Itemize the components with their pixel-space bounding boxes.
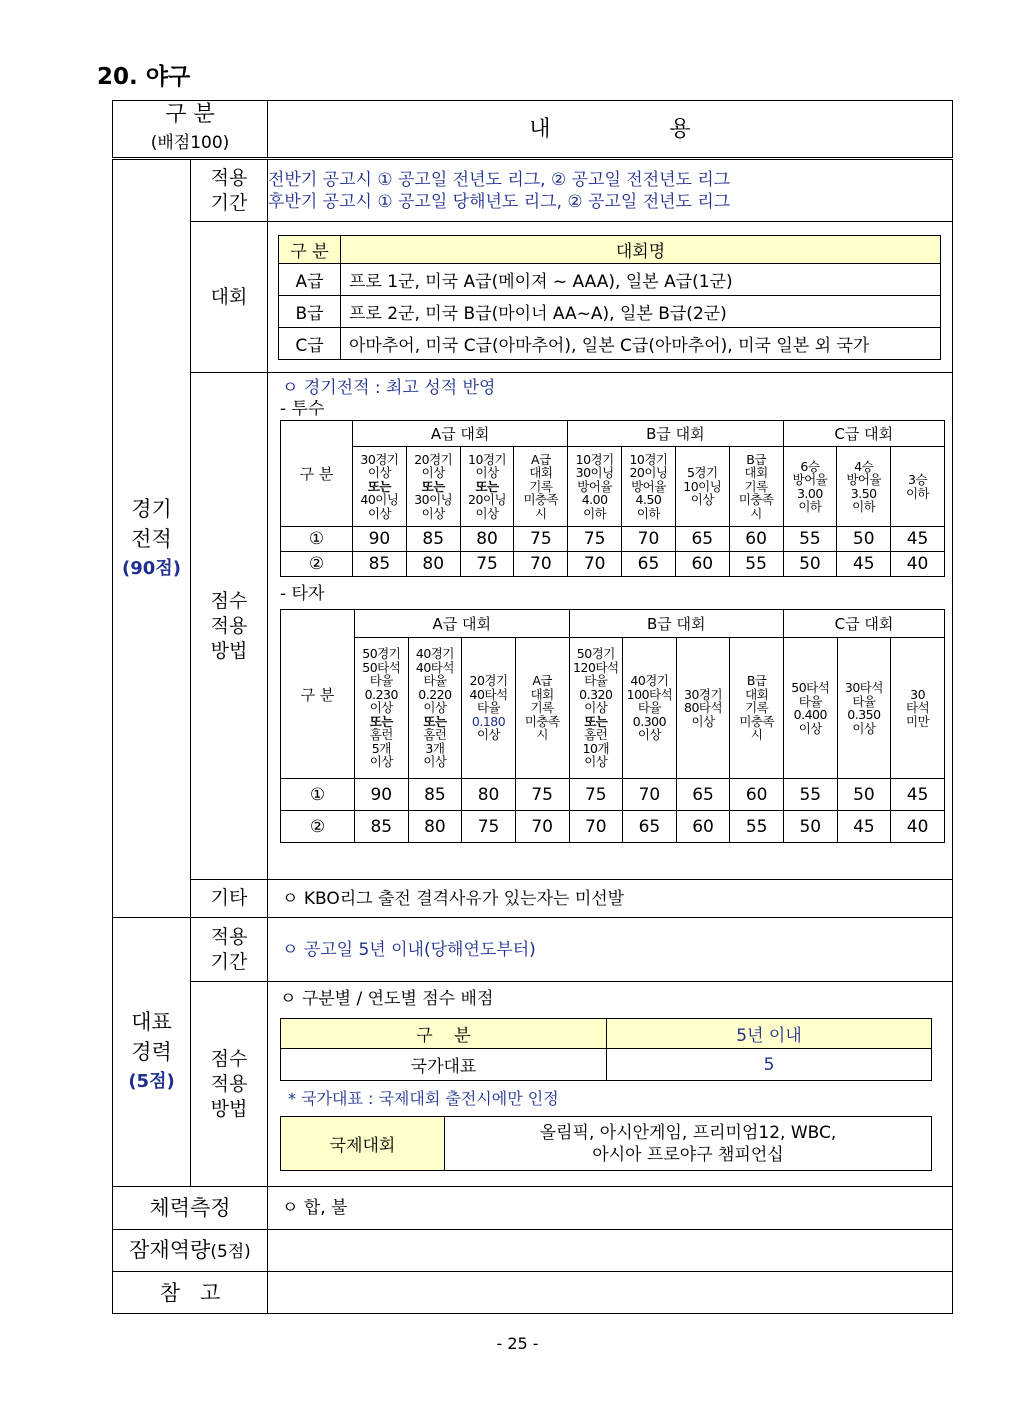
criteria-cell: B급 대회 기록 미충족 시 <box>729 447 783 527</box>
international-table: 국제대회 올림픽, 아시안게임, 프리미엄12, WBC, 아시아 프로야구 챔피언십 <box>280 1116 932 1171</box>
competition-label: 대회 <box>191 222 268 373</box>
criteria-cell: A급 대회 기록 미충족 시 <box>514 447 568 527</box>
etc-text: ㅇ KBO리그 출전 결격사유가 있는자는 미선발 <box>268 880 953 918</box>
career-section-label: 대표 경력 (5점) <box>113 918 191 1187</box>
score-cell: 80 <box>408 811 462 843</box>
row-mark: ① <box>281 779 355 811</box>
criteria-cell: 30경기 80타석 이상 <box>676 638 730 779</box>
criteria-cell: 50경기 120타석 타율 0.320 이상 또는 홈런 10개 이상 <box>569 638 623 779</box>
score-cell: 45 <box>891 779 945 811</box>
score-cell: 75 <box>569 779 623 811</box>
pitcher-score-row <box>281 527 945 552</box>
score-cell: 90 <box>353 527 407 552</box>
remarks-label: 참 고 <box>113 1272 268 1314</box>
criteria-cell: 50경기 50타석 타율 0.230 이상 또는 홈런 5개 이상 <box>355 638 409 779</box>
score-cell: 80 <box>462 779 516 811</box>
score-cell: 45 <box>837 552 891 577</box>
etc-label: 기타 <box>191 880 268 918</box>
criteria-cell: 6승 방어율 3.00 이하 <box>783 447 837 527</box>
header-content: 내 용 <box>268 101 953 159</box>
batter-score-row <box>281 779 945 811</box>
score-cell: 70 <box>623 779 677 811</box>
criteria-cell: 30경기 이상 또는 40이닝 이상 <box>353 447 407 527</box>
score-cell: 60 <box>675 552 729 577</box>
potential-content <box>268 1230 953 1272</box>
criteria-cell: 3승 이하 <box>891 447 945 527</box>
score-cell: 65 <box>622 552 676 577</box>
score-cell: 75 <box>515 779 569 811</box>
score-cell: 60 <box>676 811 730 843</box>
header-category: 구 분 (배점100) <box>113 101 268 159</box>
criteria-cell: 20경기 이상 또는 30이닝 이상 <box>406 447 460 527</box>
score-cell: 85 <box>406 527 460 552</box>
competition-cell <box>268 222 953 373</box>
score-cell: 55 <box>783 527 837 552</box>
score-cell: 70 <box>514 552 568 577</box>
score-cell: 50 <box>837 527 891 552</box>
score-cell: 85 <box>353 552 407 577</box>
score-cell: 85 <box>408 779 462 811</box>
record-period-label: 적용 기간 <box>191 159 268 222</box>
score-cell: 60 <box>730 779 784 811</box>
fitness-label: 체력측정 <box>113 1187 268 1230</box>
pitcher-score-row <box>281 552 945 577</box>
batter-table: 구 분 A급 대회 B급 대회 C급 대회 50경기 50타석 타율 0.230 이상 또는 홈런 5개 이상 40경기 40타석 타율 0.220 이상 또는 홈런 3개 이상 20경기 40타석 타율 0.180 이상 A급 대회 기록 미충족 시 50경기 120타석 타율 0.320 이상 또는 홈런 10개 이상 40경기 100타석 타율 0.300 이상 30경기 80타석 이상 B급 대회 기록 미충족 시 50타석 타율 0.400 이상 30타석 타율 0.350 이상 30 타석 미만 ① 90 85 80 75 75 70 65 60 55 50 45 ② 85 80 75 70 70 65 60 55 50 45 40 <box>280 609 945 843</box>
criteria-cell: 10경기 30이닝 방어율 4.00 이하 <box>568 447 622 527</box>
criteria-cell: 5경기 10이닝 이상 <box>675 447 729 527</box>
score-cell: 70 <box>622 527 676 552</box>
score-cell: 80 <box>460 527 514 552</box>
score-cell: 45 <box>891 527 945 552</box>
score-cell: 80 <box>406 552 460 577</box>
batter-score-row <box>281 811 945 843</box>
row-mark: ② <box>281 811 355 843</box>
remarks-content <box>268 1272 953 1314</box>
score-cell: 50 <box>837 779 891 811</box>
career-score-table: 구 분 5년 이내 국가대표 5 <box>280 1018 932 1081</box>
criteria-cell: 10경기 20이닝 방어율 4.50 이하 <box>622 447 676 527</box>
score-cell: 40 <box>891 552 945 577</box>
criteria-cell: A급 대회 기록 미충족 시 <box>515 638 569 779</box>
score-cell: 50 <box>783 552 837 577</box>
score-cell: 75 <box>460 552 514 577</box>
criteria-cell: 40경기 40타석 타율 0.220 이상 또는 홈런 3개 이상 <box>408 638 462 779</box>
score-cell: 45 <box>837 811 891 843</box>
pitcher-criteria-row <box>281 447 945 527</box>
score-cell: 70 <box>568 552 622 577</box>
baseball-criteria-table <box>112 100 953 1314</box>
score-cell: 55 <box>729 552 783 577</box>
score-cell: 65 <box>623 811 677 843</box>
score-cell: 90 <box>355 779 409 811</box>
section-title: 20. 야구 <box>97 64 191 90</box>
score-cell: 50 <box>784 811 838 843</box>
score-cell: 60 <box>729 527 783 552</box>
criteria-cell: 40경기 100타석 타율 0.300 이상 <box>623 638 677 779</box>
fitness-text: ㅇ 합, 불 <box>268 1187 953 1230</box>
criteria-cell: 30타석 타율 0.350 이상 <box>837 638 891 779</box>
page-number: - 25 - <box>496 1334 539 1353</box>
record-period-text: 전반기 공고시 ① 공고일 전년도 리그, ② 공고일 전전년도 리그 후반기 공고시 ① 공고일 당해년도 리그, ② 공고일 전년도 리그 <box>268 159 953 222</box>
score-cell: 85 <box>355 811 409 843</box>
score-cell: 75 <box>514 527 568 552</box>
score-cell: 55 <box>784 779 838 811</box>
criteria-cell: 30 타석 미만 <box>891 638 945 779</box>
score-cell: 70 <box>569 811 623 843</box>
criteria-cell: 20경기 40타석 타율 0.180 이상 <box>462 638 516 779</box>
career-period-label: 적용 기간 <box>191 918 268 982</box>
record-method-cell: ㅇ 경기전적 : 최고 성적 반영 - 투수 구 분 A급 대회 B급 대회 C급 대회 30경기 이상 또는 40이닝 이상 20경기 이상 또는 30이닝 이상 10경기 이상 또는 20이닝 이상 A급 대회 기록 미충족 시 10경기 30이닝 방어율 4.00 이하 10경기 20이닝 방어율 4.50 이하 5경기 10이닝 이상 B급 대회 기록 미충족 시 6승 방어율 3.00 이하 4승 방어율 3.50 이하 3승 이하 ① 90 85 80 75 75 70 65 60 55 50 45 ② 85 80 75 70 70 65 60 55 50 45 40 - 타자 구 분 A급 대회 B급 대회 C급 대회 50경기 50타석 타율 0.230 이상 또는 홈런 5개 이상 40경기 40타석 타율 0.220 이상 또는 홈런 3개 이상 20경기 40타석 타율 0.180 이상 A급 대회 기록 미충족 시 50경기 120타석 타율 0.320 이상 또는 홈런 10개 이상 40경기 100타석 타율 0.300 이상 30경기 80타석 이상 B급 대회 기록 미충족 시 50타석 타율 0.400 이상 30타석 타율 0.350 이상 30 타석 미만 ① 90 85 80 75 75 70 65 60 55 50 45 ② 85 80 75 70 70 65 60 55 50 45 40 <box>268 373 953 880</box>
criteria-cell: 10경기 이상 또는 20이닝 이상 <box>460 447 514 527</box>
criteria-cell: B급 대회 기록 미충족 시 <box>730 638 784 779</box>
score-cell: 65 <box>676 779 730 811</box>
career-method-cell: ㅇ 구분별 / 연도별 점수 배점 구 분 5년 이내 국가대표 5 * 국가대표 : 국제대회 출전시에만 인정 국제대회 올림픽, 아시안게임, 프리미엄12, WBC, 아시아 프로야구 챔피언십 <box>268 982 953 1187</box>
row-mark: ② <box>281 552 353 577</box>
batter-criteria-row <box>281 638 945 779</box>
potential-label: 잠재역량(5점) <box>113 1230 268 1272</box>
pitcher-table: 구 분 A급 대회 B급 대회 C급 대회 30경기 이상 또는 40이닝 이상 20경기 이상 또는 30이닝 이상 10경기 이상 또는 20이닝 이상 A급 대회 기록 미충족 시 10경기 30이닝 방어율 4.00 이하 10경기 20이닝 방어율 4.50 이하 5경기 10이닝 이상 B급 대회 기록 미충족 시 6승 방어율 3.00 이하 4승 방어율 3.50 이하 3승 이하 ① 90 85 80 75 75 70 65 60 55 50 45 ② 85 80 75 70 70 65 60 55 50 45 40 <box>280 420 945 577</box>
record-method-label: 점수 적용 방법 <box>191 373 268 880</box>
record-section-label: 경기 전적 (90점) <box>113 159 191 918</box>
score-cell: 75 <box>462 811 516 843</box>
score-cell: 40 <box>891 811 945 843</box>
criteria-cell: 4승 방어율 3.50 이하 <box>837 447 891 527</box>
career-period-text: ㅇ 공고일 5년 이내(당해연도부터) <box>268 918 953 982</box>
score-cell: 70 <box>515 811 569 843</box>
competition-table: 구 분 대회명 A급 프로 1군, 미국 A급(메이져 ~ AAA), 일본 A급(1군) B급 프로 2군, 미국 B급(마이너 AA~A), 일본 B급(2군) C급 아마추어, 미국 C급(아마추어), 일본 C급(아마추어), 미국 일본 외 국가 <box>278 235 941 360</box>
career-method-label: 점수 적용 방법 <box>191 982 268 1187</box>
score-cell: 65 <box>675 527 729 552</box>
score-cell: 75 <box>568 527 622 552</box>
criteria-cell: 50타석 타율 0.400 이상 <box>784 638 838 779</box>
row-mark: ① <box>281 527 353 552</box>
score-cell: 55 <box>730 811 784 843</box>
